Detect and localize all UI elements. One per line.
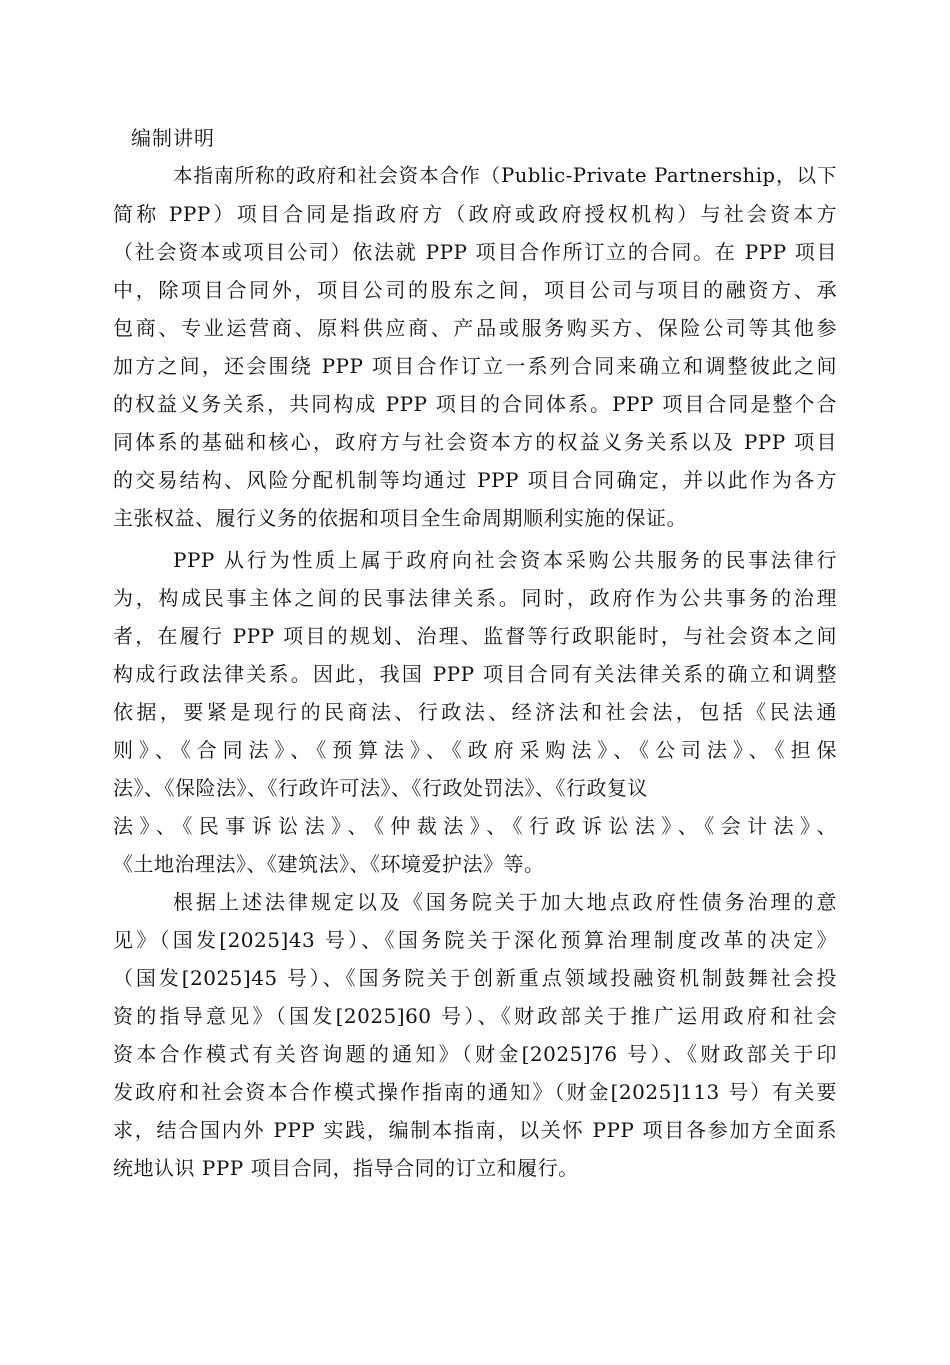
paragraph-3 (113, 883, 837, 1187)
paragraph-line: 法》、《民事诉讼法》、《仲裁法》、《行政诉讼法》、《会计法》、 (113, 814, 837, 838)
paragraph-line: 《土地治理法》、《建筑法》、《环境爱护法》等。 (113, 852, 545, 876)
paragraph-line: 依据，要紧是现行的民商法、行政法、经济法和社会法，包括《民法通 (113, 700, 837, 724)
paragraph-line: 资的指导意见》（国发[2025]60 号）、《财政部关于推广运用政府和社会 (113, 1004, 837, 1028)
paragraph-line: 主张权益、履行义务的依据和项目全生命周期顺利实施的保证。 (113, 506, 687, 530)
paragraph-line: 构成行政法律关系。因此，我国 PPP 项目合同有关法律关系的确立和调整 (113, 662, 837, 686)
paragraph-line: 者，在履行 PPP 项目的规划、治理、监督等行政职能时，与社会资本之间 (113, 624, 837, 648)
paragraph-1 (113, 157, 837, 537)
paragraph-line: 见》（国发[2025]43 号）、《国务院关于深化预算治理制度改革的决定》 (113, 928, 837, 952)
paragraph-2 (113, 541, 837, 883)
paragraph-line: 统地认识 PPP 项目合同，指导合同的订立和履行。 (113, 1156, 579, 1180)
paragraph-line: 本指南所称的政府和社会资本合作（Public-Private Partnership，以下 (173, 164, 837, 187)
paragraph-line: 的权益义务关系，共同构成 PPP 项目的合同体系。PPP 项目合同是整个合 (113, 392, 837, 416)
paragraph-line: 资本合作模式有关咨询题的通知》（财金[2025]76 号）、《财政部关于印 (113, 1042, 837, 1066)
paragraph-line: 同体系的基础和核心，政府方与社会资本方的权益义务关系以及 PPP 项目 (113, 430, 837, 454)
paragraph-line: （社会资本或项目公司）依法就 PPP 项目合作所订立的合同。在 PPP 项目 (113, 240, 837, 264)
paragraph-line: 法》、《保险法》、《行政许可法》、《行政处罚法》、《行政复议 (113, 776, 648, 800)
document-title: 编制讲明 (131, 126, 215, 150)
paragraph-line: PPP 从行为性质上属于政府向社会资本采购公共服务的民事法律行 (173, 548, 837, 572)
paragraph-line: （国发[2025]45 号）、《国务院关于创新重点领域投融资机制鼓舞社会投 (113, 966, 837, 990)
paragraph-line: 为，构成民事主体之间的民事法律关系。同时，政府作为公共事务的治理 (113, 586, 837, 610)
paragraph-line: 根据上述法律规定以及《国务院关于加大地点政府性债务治理的意 (173, 890, 837, 914)
paragraph-line: 简称 PPP）项目合同是指政府方（政府或政府授权机构）与社会资本方 (113, 202, 837, 226)
paragraph-line: 包商、专业运营商、原料供应商、产品或服务购买方、保险公司等其他参 (113, 316, 837, 340)
paragraph-line: 的交易结构、风险分配机制等均通过 PPP 项目合同确定，并以此作为各方 (113, 468, 837, 492)
paragraph-line: 则》、《合同法》、《预算法》、《政府采购法》、《公司法》、《担保 (113, 738, 837, 762)
paragraph-line: 中，除项目合同外，项目公司的股东之间，项目公司与项目的融资方、承 (113, 278, 837, 302)
paragraph-line: 发政府和社会资本合作模式操作指南的通知》（财金[2025]113 号）有关要 (113, 1080, 837, 1104)
paragraph-line: 加方之间，还会围绕 PPP 项目合作订立一系列合同来确立和调整彼此之间 (113, 354, 837, 378)
paragraph-line: 求，结合国内外 PPP 实践，编制本指南，以关怀 PPP 项目各参加方全面系 (113, 1118, 837, 1142)
